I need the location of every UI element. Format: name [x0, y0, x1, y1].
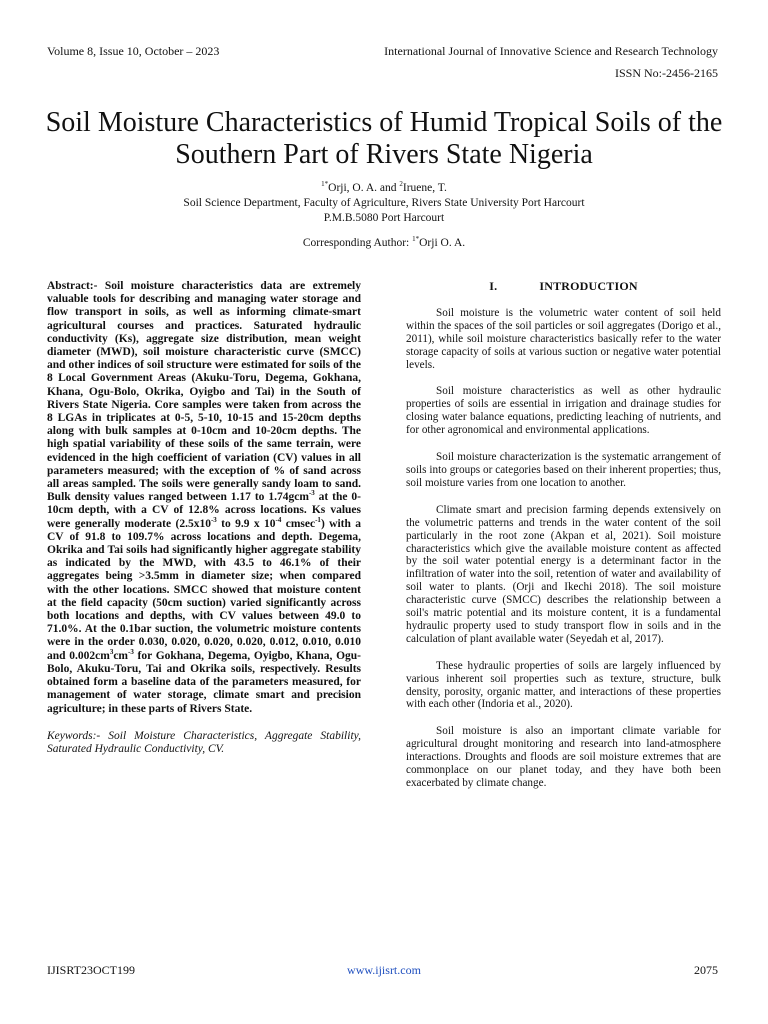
intro-paragraph-5: These hydraulic properties of soils are largely influenced by various inherent soil properties such as texture, structure, bulk density, porosity, organic matter, and interactions of these properties with each other (Indoria et al., 2020).: [406, 659, 721, 711]
corresponding-name: Orji O. A.: [419, 237, 466, 249]
abstract-text-4: cmsec: [281, 517, 316, 530]
section-heading: [406, 280, 721, 293]
journal-name: International Journal of Innovative Science and Research Technology: [384, 44, 718, 58]
author2-superscript: 2: [399, 180, 403, 189]
author1-name: Orji, O. A. and: [328, 182, 400, 194]
abstract-text-7: for Gokhana, Degema, Oyigbo, Khana, Ogu-Bolo, Akuku-Toru, Tai and Okrika soils, respectively. Results obtained form a baseline data of the parameters measured, for management of water storage, climate smart and precision agriculture; in these parts of Rivers State.: [47, 649, 361, 715]
abstract-text-1: Abstract:- Soil moisture characteristics data are extremely valuable tools for describing and managing water storage and flow transport in soils, as well as informing climate-smart agricultural courses and practices. Saturated hydraulic conductivity (Ks), aggregate size distribution, mean weight diameter (MWD), soil moisture characteristic curve (SMCC) and other indices of soil structure were estimated for soils of the 8 Local Government Areas (Akuku-Toru, Degema, Gokhana, Khana, Ogu-Bolo, Okrika, Oyigbo and Tai) in the South of Rivers State Nigeria. Core samples were taken from across the 8 LGAs in triplicates at 0-5, 5-10, 10-15 and 15-20cm depths along with bulk samples at 0-10cm and 10-20cm depths. The high spatial variability of these soils of the same terrain, were evidenced in the high coefficient of variation (CV) values in all parameters measured; with the exception of % of sand across all areas sampled. The soils were generally sandy loam to sand. Bulk density values ranged between 1.17 to 1.74gcm: [47, 280, 361, 504]
author2-name: Iruene, T.: [402, 182, 447, 194]
author-affiliation: Soil Science Department, Faculty of Agriculture, Rivers State University Port Harcourt: [183, 197, 585, 209]
author1-superscript: 1*: [321, 180, 329, 189]
left-column: [47, 280, 361, 768]
section-number: I.: [489, 279, 498, 293]
footer-paper-id: IJISRT23OCT199: [47, 963, 135, 977]
abstract-sup-2: -3: [210, 515, 217, 524]
abstract-text-3: to 9.9 x 10: [216, 517, 276, 530]
author-names: [60, 181, 708, 196]
intro-paragraph-4: Climate smart and precision farming depends extensively on the volumetric patterns and trends in the water content of the soil particularly in the root zone (Akpan et al, 2021). Soil moisture characteristics which give the available moisture content as affected by the soil water potential energy is a determinant factor in the infiltration of water into the soil, retention of water and availability of soil water to plants. (Orji and Ikechi 2018). The soil moisture characteristic curve (SMCC) describes the relationship between a soil's matric potential and its moisture content, it is a fundamental hydraulic property used to study transport flow in soils and in the calculation of plant available water (Seyedah et al, 2017).: [406, 503, 721, 645]
corresponding-author: [60, 237, 708, 249]
journal-volume-issue: Volume 8, Issue 10, October – 2023: [47, 44, 220, 58]
section-title: INTRODUCTION: [539, 279, 638, 293]
journal-issn: ISSN No:-2456-2165: [614, 66, 718, 80]
author-address: P.M.B.5080 Port Harcourt: [323, 212, 445, 224]
intro-paragraph-2: Soil moisture characteristics as well as other hydraulic properties of soils are essential in irrigation and drainage studies for closing water balance equations, predicting leaching of nutrients, and for other agronomical and environmental applications.: [406, 385, 721, 437]
abstract-paragraph: [47, 280, 361, 716]
abstract-sup-5: 3: [109, 647, 114, 656]
right-column: [406, 280, 721, 804]
intro-paragraph-3: Soil moisture characterization is the systematic arrangement of soils into groups or categories based on their inherent properties; thus, soil moisture varies from one location to another.: [406, 451, 721, 489]
abstract-sup-1: -3: [308, 489, 315, 498]
intro-paragraph-1: Soil moisture is the volumetric water content of soil held within the spaces of the soil particles or soil aggregates (Dorigo et al., 2011), while soil moisture characteristics basically refer to the water storage capacity of soils at various suction or negative water potential levels.: [406, 306, 721, 371]
abstract-sup-6: -3: [128, 647, 134, 656]
footer-website-link[interactable]: www.ijisrt.com: [347, 963, 421, 977]
abstract-text-5: ) with a CV of 91.8 to 109.7% across locations and depth. Degema, Okrika and Tai soils had significantly higher aggregate stability as indicated by the MWD, with 43.5 to 46.1% of their aggregates being >3.5mm in diameter size; when compared with the other locations. SMCC showed that moisture content at the field capacity (50cm suction) varied significantly across both locations and depths, with CV values between 49.0 to 71.0%. At the 0.1bar suction, the volumetric moisture contents were in the order 0.030, 0.020, 0.020, 0.020, 0.012, 0.010, 0.010 and 0.002cm: [47, 517, 361, 662]
intro-paragraph-6: Soil moisture is also an important climate variable for agricultural drought monitoring and research into land-atmosphere interactions. Droughts and floods are soil moisture extremes that are commonplace on our planet today, and they have both been exacerbated by climate change.: [406, 725, 721, 789]
abstract-text-2: at the 0-10cm depth, with a CV of 12.8% across locations. Ks values were generally moderate (2.5x10: [47, 491, 361, 530]
corresponding-label: Corresponding Author:: [302, 237, 413, 249]
corresponding-superscript: 1*: [412, 235, 420, 244]
abstract-sup-4: -1: [315, 515, 321, 524]
abstract-sup-3: -4: [275, 515, 282, 524]
footer-page-number: 2075: [694, 963, 718, 977]
abstract-text-6: cm: [113, 649, 128, 662]
keywords-paragraph: Keywords:- Soil Moisture Characteristics, Aggregate Stability, Saturated Hydraulic Conductivity, CV.: [47, 729, 361, 755]
author-block: [60, 181, 708, 226]
paper-title: Soil Moisture Characteristics of Humid Tropical Soils of the Southern Part of Rivers State Nigeria: [45, 106, 723, 170]
